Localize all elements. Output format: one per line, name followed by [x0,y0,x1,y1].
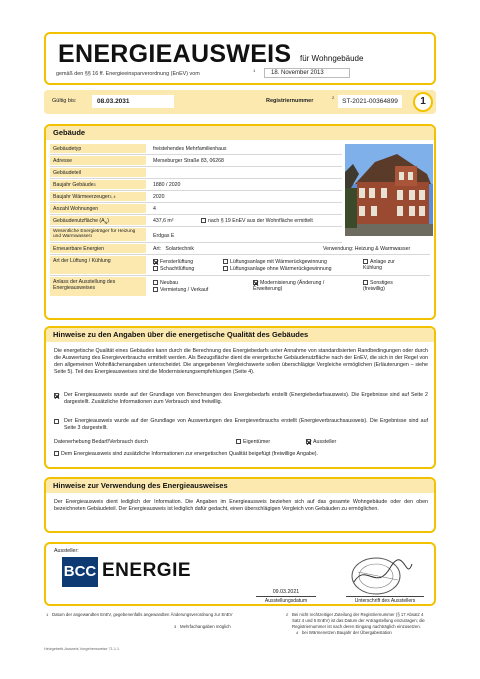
checked-box-icon [306,439,311,444]
row-label: Anzahl Wohnungen [50,204,146,214]
usage-notes-text: Der Energieausweis dient lediglich der Information. Die Angaben im Energieausweis beziehen sich auf das gesamte Wohngebäude oder den oben bezeichneten Gebäudeteil. Der Energieausweis ist lediglich dafür gedacht, einen überschlägigen Vergleich von Gebäuden zu ermöglichen. [54,499,428,512]
checked-box-icon [54,393,59,398]
row-value: Erdgas E [153,233,175,239]
building-photo [345,144,433,236]
row-label: Gebäudenutzfläche $(A_N)$ [50,216,146,226]
validity-bar [44,90,436,114]
row-construction-year [50,180,342,191]
row-heater-year [50,192,342,203]
checked-box-icon [253,280,258,285]
registration-label: Registriernummer [266,98,314,104]
reason-option: Modernisierung (Änderung / Erweiterung) [253,280,325,292]
quality-notes-section [44,326,436,469]
row-ventilation [50,256,430,276]
row-value: 437,6 m² [153,218,174,224]
row-value [150,168,156,172]
valid-until-label: Gültig bis: [52,98,77,104]
consumption-certificate-option: Der Energieausweis wurde auf der Grundlage von Auswertungen des Energieverbrauchs erstellt (Energieverbrauchsausweis). Die Ergebnisse sind auf Seite 3 dargestellt. [54,418,428,432]
law-reference: gemäß den §§ 16 ff. Energieeinsparverordnung (EnEV) vom [56,71,200,77]
registration-number: ST-2021-00364899 [338,95,402,108]
row-label: Wesentliche Energieträger für Heizung und Warmwasser$^3$ [50,228,146,242]
row-building-part [50,168,342,179]
checkbox-icon [54,419,59,424]
row-label: Adresse [50,156,146,166]
issue-date: 09.03.2021 [272,589,300,595]
row-value: 1880 / 2020 [153,182,181,188]
checkbox-icon [153,287,158,292]
form-source-line: Heizgebeth-Ausweis Vorgehensweise 71.1.1 [44,647,120,651]
row-label: Baujahr Wärmeerzeuger$^{3, 4}$ [50,192,146,202]
row-label: Gebäudeteil [50,168,146,178]
issue-date-label: Ausstellungsdatum [256,596,316,604]
law-footnote-mark: 1 [253,68,256,73]
signature-label: Unterschrift des Ausstellers [346,596,424,604]
row-label: Baujahr Gebäude$^3$ [50,180,146,190]
checkbox-icon [363,259,368,264]
footnote-4: 4 bei Wärmenetzen Baujahr der Übergabestation [296,630,392,635]
footnote-3: 3 Mehrfachangaben möglich [174,624,231,629]
building-section-title: Gebäude [46,126,434,140]
demand-certificate-option: Der Energieausweis wurde auf der Grundlage von Berechnungen des Energiebedarfs erstellt (Energiebedarfsausweis). Die Ergebnisse sind auf Seite 2 dargestellt. Zusätzliche Informationen zum Verbrauch sind freiwillig. [54,392,428,406]
issuer-section [44,542,436,606]
row-label: Erneuerbare Energien [50,244,146,254]
additional-info-option: Dem Energieausweis sind zusätzliche Informationen zur energetischen Qualität beigefügt (freiwillige Angabe). [54,451,428,458]
ventilation-option: Lüftungsanlage mit Wärmerückgewinnung [220,257,330,267]
reason-option: Sonstiges (freiwillig) [363,280,393,292]
ventilation-option: Anlage zur Kühlung [363,259,395,271]
reason-option: Neubau [150,278,181,288]
checkbox-icon [153,266,158,271]
row-usable-area [50,216,342,227]
footnote-1: 1 Datum der angewandten EnEV, gegebenenfalls angewandten Änderungsverordnung zur EnEV [46,612,233,617]
issuer-logo-text: ENERGIE [102,560,192,581]
row-building-type [50,144,342,155]
footnote-2: 2 Bei nicht rechtzeitiger Zuteilung der Registriernummer (§ 17 Absatz 4 Satz 4 und 5 EnEV) ist das Datum der Antragstellung einzutragen; die Registriernummer ist nach deren Eingang nachträglich einzusetzen. [286,612,425,629]
checkbox-icon [363,280,368,285]
row-value: freistehendes Mehrfamilienhaus [153,146,227,152]
valid-until-date: 08.03.2031 [92,95,174,108]
row-value-secondary: nach § 19 EnEV aus der Wohnfläche ermittelt [198,216,316,226]
row-value: 4 [153,206,156,212]
row-energy-carrier [50,228,342,243]
checkbox-icon [201,218,206,223]
checkbox-icon [223,266,228,271]
row-label: Gebäudetyp [50,144,146,154]
row-value-secondary: Verwendung: Heizung & Warmwasser [323,246,411,252]
checkbox-icon [54,451,59,456]
issuer-label: Aussteller: [54,548,79,554]
seal-stamp-icon [346,552,416,598]
row-value: Merseburger Straße 83, 06268 [153,158,224,164]
checkbox-icon [236,439,241,444]
ventilation-option: Schachtlüftung [150,264,197,274]
page-number: 1 [413,92,433,112]
usage-notes-title: Hinweise zur Verwendung des Energieausweises [46,479,434,493]
usage-notes-section [44,477,436,533]
row-issue-reason [50,277,430,297]
header-box [44,32,436,85]
document-title: ENERGIEAUSWEIS [58,40,292,68]
data-collection-row: Datenerhebung Bedarf/Verbrauch durch Eigentümer Aussteller [54,439,337,445]
issuer-logo-mark: BCC [62,557,98,587]
reason-option: Vermietung / Verkauf [150,285,211,295]
quality-notes-paragraph: Die energetische Qualität eines Gebäudes kann durch die Berechnung des Energiebedarfs unter Annahme von standardisierten Randbedingungen oder durch die Auswertung des Energieverbrauchs ermittelt werden. Als Bezugsfläche dient die energetische Gebäudenutzfläche nach der EnEV, die sich in der Regel von den allgemeinen Wohnflächenangaben unterscheidet. Die angegebenen Vergleichswerte sollen überschlägige Vergleiche ermöglichen (Erläuterungen – siehe Seite 5). Teil des Energieausweises sind die Modernisierungsempfehlungen (Seite 4). [54,348,428,375]
registration-footnote-mark: 2 [332,95,335,100]
row-label: Anlass der Ausstellung des Energieausweises [50,277,146,297]
row-value: Art: Solartechnik [153,246,194,252]
row-label: Art der Lüftung / Kühlung [50,256,146,275]
row-value: 2020 [153,194,165,200]
row-address [50,156,342,167]
document-subtitle: für Wohngebäude [300,54,364,63]
row-apartments [50,204,342,215]
law-date: 18. November 2013 [264,68,350,78]
row-renewables [50,244,430,255]
ventilation-option: Fensterlüftung [150,257,196,267]
ventilation-option: Lüftungsanlage ohne Wärmerückgewinnung [220,264,335,274]
quality-notes-title: Hinweise zu den Angaben über die energetische Qualität des Gebäudes [46,328,434,342]
